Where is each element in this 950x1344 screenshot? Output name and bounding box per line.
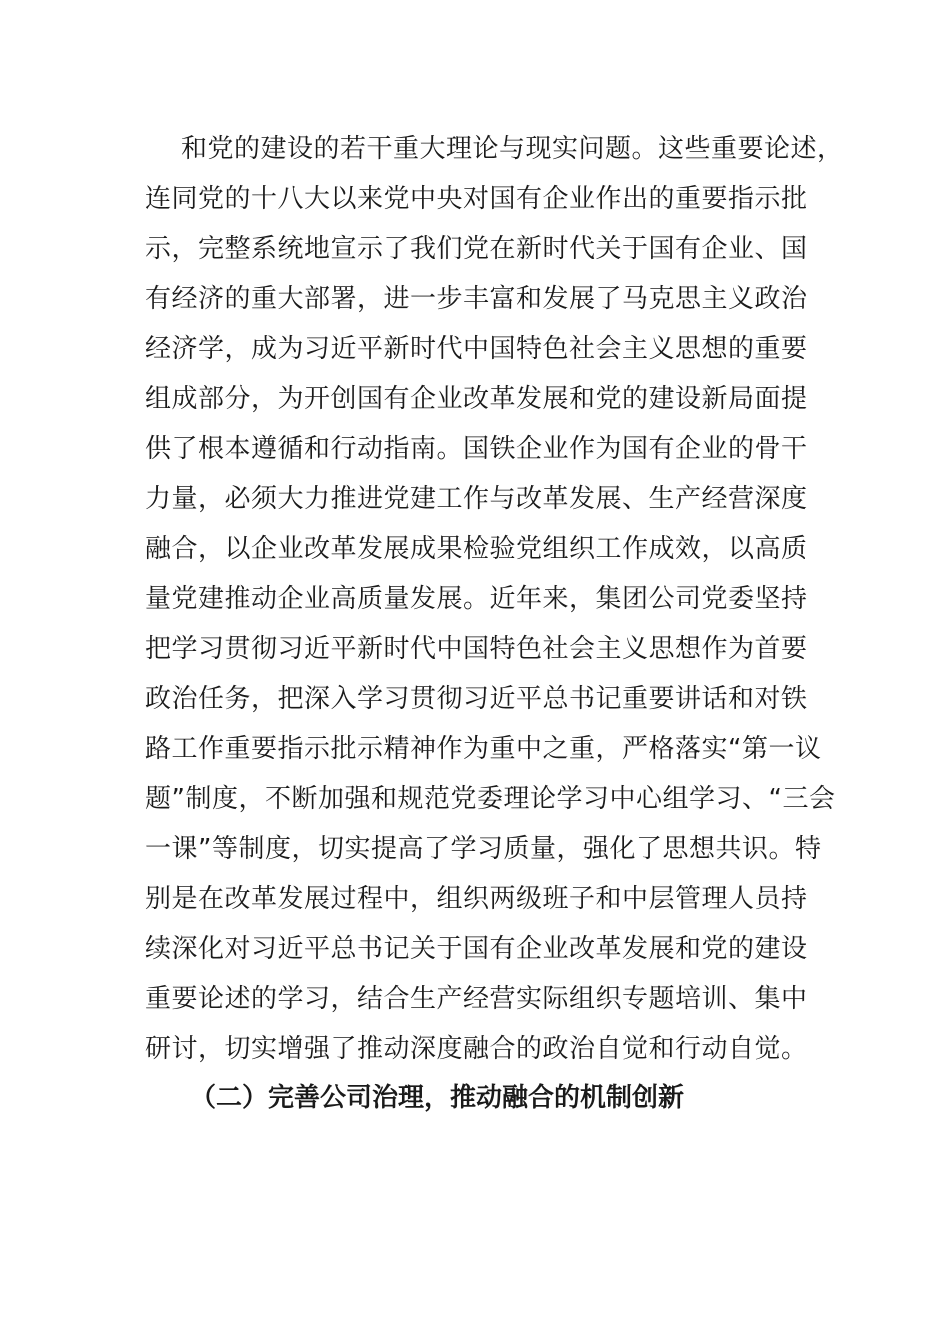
paragraph-line: 力量，必须大力推进党建工作与改革发展、生产经营深度	[145, 484, 808, 514]
paragraph-line: 研讨，切实增强了推动深度融合的政治自觉和行动自觉。	[145, 1034, 808, 1064]
paragraph-line: 把学习贯彻习近平新时代中国特色社会主义思想作为首要	[145, 634, 808, 664]
paragraph-line: 政治任务，把深入学习贯彻习近平总书记重要讲话和对铁	[145, 684, 808, 714]
section-subheading: （二）完善公司治理，推动融合的机制创新	[190, 1083, 685, 1113]
paragraph-line: 题”制度，不断加强和规范党委理论学习中心组学习、“三会	[145, 784, 836, 814]
paragraph-line: 连同党的十八大以来党中央对国有企业作出的重要指示批	[145, 184, 808, 214]
paragraph-line: 一课”等制度，切实提高了学习质量，强化了思想共识。特	[145, 834, 822, 864]
paragraph-line: 有经济的重大部署，进一步丰富和发展了马克思主义政治	[145, 284, 808, 314]
paragraph-line: 和党的建设的若干重大理论与现实问题。这些重要论述，	[181, 134, 844, 164]
paragraph-line: 供了根本遵循和行动指南。国铁企业作为国有企业的骨干	[145, 434, 808, 464]
paragraph-line: 量党建推动企业高质量发展。近年来，集团公司党委坚持	[145, 584, 808, 614]
paragraph-line: 示，完整系统地宣示了我们党在新时代关于国有企业、国	[145, 234, 808, 264]
paragraph-line: 续深化对习近平总书记关于国有企业改革发展和党的建设	[145, 934, 808, 964]
paragraph-line: 组成部分，为开创国有企业改革发展和党的建设新局面提	[145, 384, 808, 414]
paragraph-line: 重要论述的学习，结合生产经营实际组织专题培训、集中	[145, 984, 808, 1014]
paragraph-line: 经济学，成为习近平新时代中国特色社会主义思想的重要	[145, 334, 808, 364]
paragraph-line: 别是在改革发展过程中，组织两级班子和中层管理人员持	[145, 884, 808, 914]
body-paragraph	[145, 124, 844, 1074]
paragraph-line: 融合，以企业改革发展成果检验党组织工作成效，以高质	[145, 534, 808, 564]
paragraph-line: 路工作重要指示批示精神作为重中之重，严格落实“第一议	[145, 734, 822, 764]
